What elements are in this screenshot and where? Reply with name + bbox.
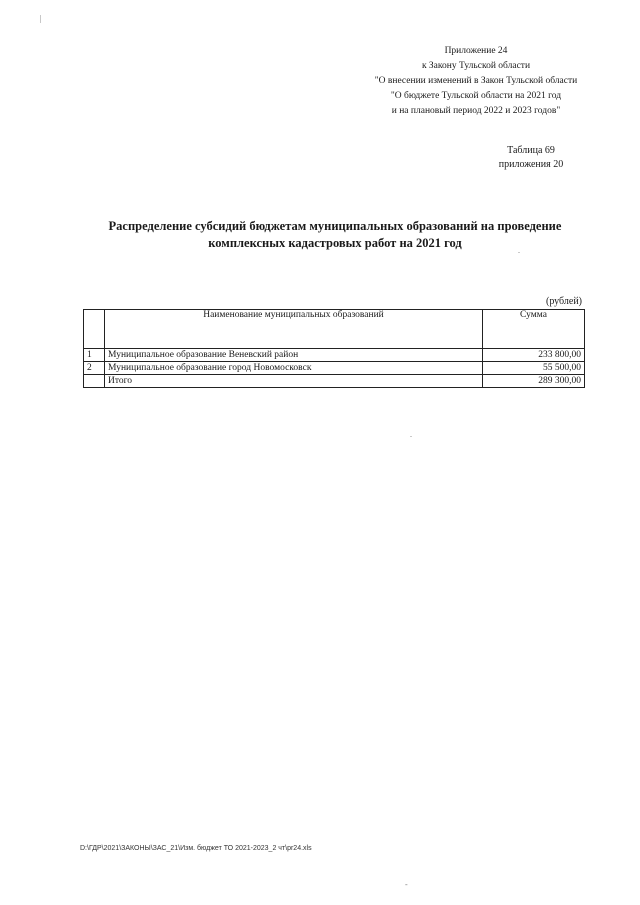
row-num [84,375,105,388]
row-name: Муниципальное образование город Новомосковск [105,362,483,375]
subsidy-table [83,309,585,388]
row-num: 2 [84,362,105,375]
table-ref-line: Таблица 69 [507,145,555,156]
scan-mark: . [410,430,412,439]
header-line: "О бюджете Тульской области на 2021 год [390,91,562,101]
header-name: Наименование муниципальных образований [105,310,483,349]
header-num [84,310,105,349]
row-sum: 233 800,00 [483,349,585,362]
units-label: (рублей) [545,296,582,307]
title-line: Распределение субсидий бюджетам муниципальных образований на проведение [108,219,562,233]
table-row [84,362,585,375]
table-reference [470,144,592,172]
row-name: Итого [105,375,483,388]
row-name: Муниципальное образование Веневский район [105,349,483,362]
appendix-header [330,44,622,119]
table-header-row [84,310,585,349]
table-ref-line: приложения 20 [498,159,564,170]
header-line: и на плановый период 2022 и 2023 годов" [391,106,561,116]
row-sum: 289 300,00 [483,375,585,388]
scan-mark: | [40,14,42,23]
row-num: 1 [84,349,105,362]
scan-mark: . [518,246,520,255]
document-title [90,218,580,252]
title-line: комплексных кадастровых работ на 2021 год [208,236,462,250]
header-sum: Сумма [483,310,585,349]
header-line: Приложение 24 [444,46,508,56]
header-line: к Закону Тульской области [421,61,531,71]
table-row [84,349,585,362]
scan-mark: - [405,880,408,889]
header-line: "О внесении изменений в Закон Тульской области [374,76,578,86]
row-sum: 55 500,00 [483,362,585,375]
file-path-footer: D:\ГДР\2021\ЗАКОНЫ\ЗАС_21\Изм. бюджет ТО 2021-2023_2 чт\pr24.xls [80,845,312,852]
table-total-row [84,375,585,388]
